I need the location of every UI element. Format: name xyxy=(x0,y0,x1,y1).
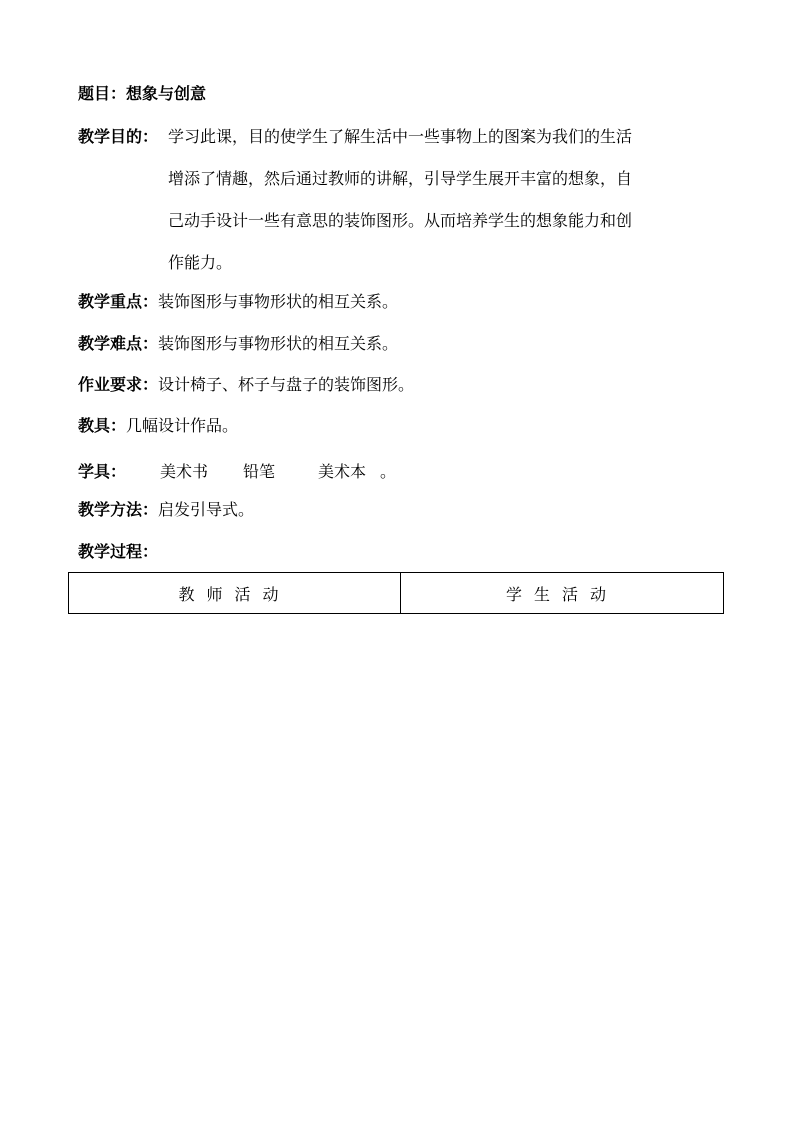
student-tool-item: 美术本 xyxy=(318,462,367,481)
objective-label-row xyxy=(78,127,158,147)
key-point-value: 装饰图形与事物形状的相互关系。 xyxy=(158,292,399,311)
homework-row xyxy=(78,375,414,395)
student-tools-label: 学具： xyxy=(78,462,127,481)
student-tool-item: 美术书 xyxy=(160,462,209,481)
student-tools-end-mark: 。 xyxy=(380,462,397,481)
objective-line-2: 增添了情趣，然后通过教师的讲解，引导学生展开丰富的想象，自 xyxy=(168,169,633,188)
objective-line-4: 作能力。 xyxy=(168,253,233,272)
student-activity-header: 学生活动 xyxy=(401,573,724,614)
teaching-aids-value: 几幅设计作品。 xyxy=(126,416,239,435)
title-value: 想象与创意 xyxy=(126,84,207,103)
key-point-label: 教学重点： xyxy=(78,292,159,311)
difficulty-label: 教学难点： xyxy=(78,334,159,353)
homework-label: 作业要求： xyxy=(78,375,159,394)
method-label: 教学方法： xyxy=(78,500,159,519)
title-label: 题目： xyxy=(78,84,127,103)
objective-label: 教学目的： xyxy=(78,127,159,146)
title-row xyxy=(78,84,206,104)
process-row xyxy=(78,542,158,562)
homework-value: 设计椅子、杯子与盘子的装饰图形。 xyxy=(158,375,415,394)
key-point-row xyxy=(78,292,398,312)
process-table-header-row xyxy=(69,573,724,614)
student-tools-row xyxy=(78,462,126,482)
objective-line-1: 学习此课，目的使学生了解生活中一些事物上的图案为我们的生活 xyxy=(168,127,633,146)
method-value: 启发引导式。 xyxy=(158,500,255,519)
objective-line-3: 己动手设计一些有意思的装饰图形。从而培养学生的想象能力和创 xyxy=(168,211,633,230)
teaching-aids-row xyxy=(78,416,238,436)
student-tool-item: 铅笔 xyxy=(243,462,276,481)
teacher-activity-header: 教师活动 xyxy=(69,573,401,614)
teaching-aids-label: 教具： xyxy=(78,416,127,435)
process-table xyxy=(68,572,724,614)
difficulty-row xyxy=(78,334,398,354)
method-row xyxy=(78,500,254,520)
process-label: 教学过程： xyxy=(78,542,159,561)
difficulty-value: 装饰图形与事物形状的相互关系。 xyxy=(158,334,399,353)
